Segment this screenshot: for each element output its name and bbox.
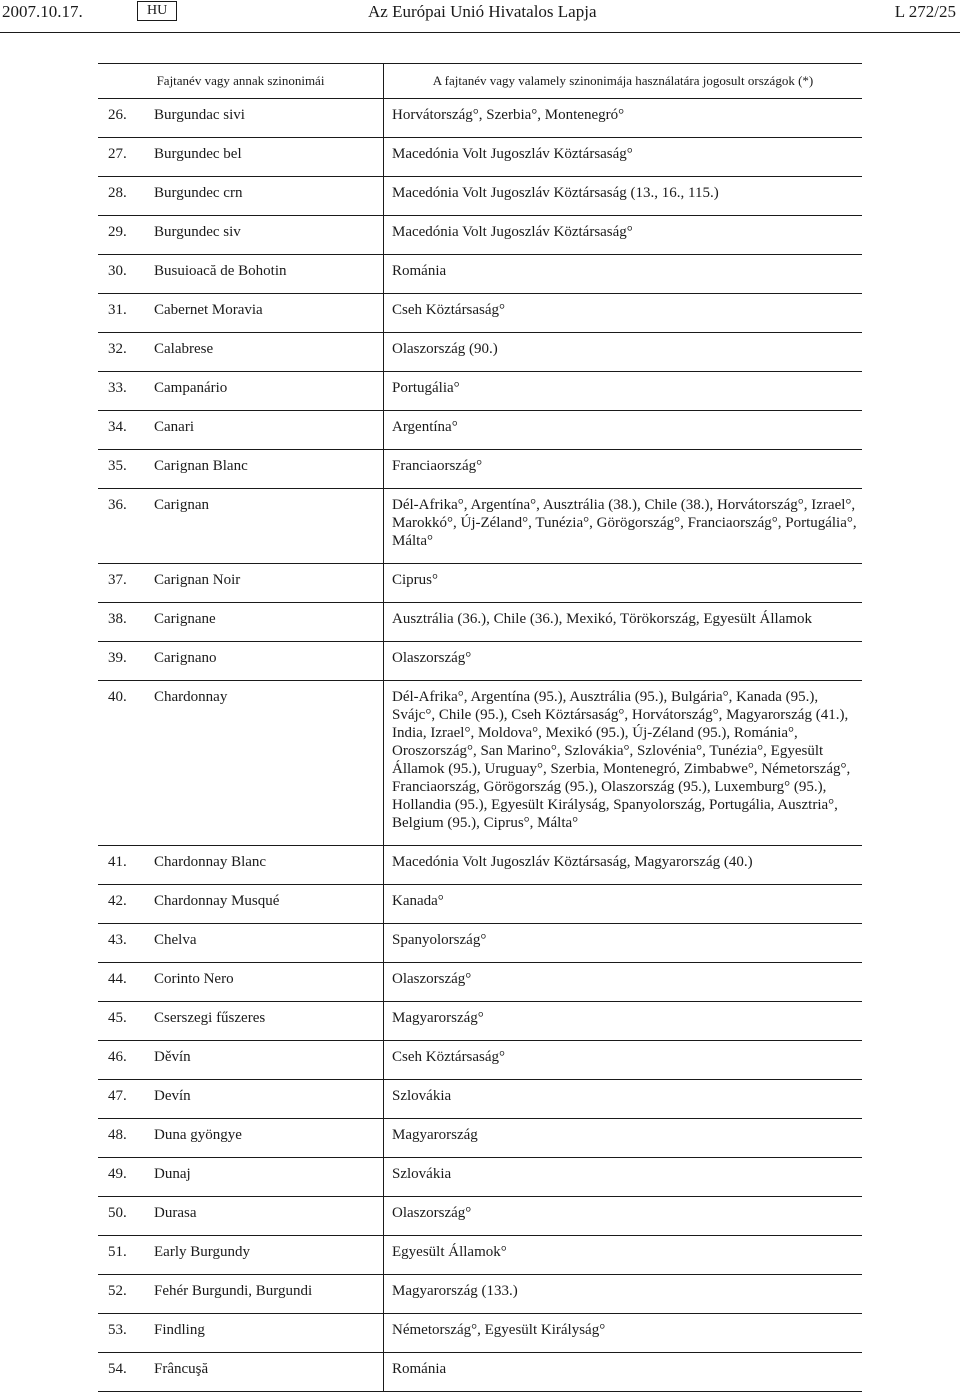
page-header	[0, 0, 960, 32]
table-row	[98, 333, 862, 372]
row-number: 43.	[108, 932, 127, 948]
publication-date: 2007.10.17.	[2, 2, 83, 21]
table-row	[98, 216, 862, 255]
table-row	[98, 450, 862, 489]
row-number: 37.	[108, 572, 127, 588]
variety-name: Burgundec siv	[146, 216, 384, 254]
row-number: 54.	[108, 1361, 127, 1377]
table-row	[98, 1353, 862, 1392]
row-number: 44.	[108, 971, 127, 987]
table-row	[98, 1041, 862, 1080]
authorized-countries: Németország°, Egyesült Királyság°	[392, 1322, 606, 1338]
variety-name: Devín	[146, 1080, 384, 1118]
variety-name: Early Burgundy	[146, 1236, 384, 1274]
authorized-countries: Olaszország°	[392, 971, 472, 987]
variety-name: Cserszegi fűszeres	[146, 1002, 384, 1040]
authorized-countries: Magyarország	[392, 1127, 478, 1143]
row-number: 28.	[108, 185, 127, 201]
variety-name: Dunaj	[146, 1158, 384, 1196]
authorized-countries: Cseh Köztársaság°	[392, 1049, 506, 1065]
variety-name: Chardonnay Musqué	[146, 885, 384, 923]
table-row	[98, 255, 862, 294]
page-number: L 272/25	[894, 2, 956, 21]
variety-name: Calabrese	[146, 333, 384, 371]
col-header-variety: Fajtanév vagy annak szinonimái	[98, 64, 384, 98]
row-number: 42.	[108, 893, 127, 909]
authorized-countries: Ausztrália (36.), Chile (36.), Mexikó, Törökország, Egyesült Államok	[392, 611, 813, 627]
variety-name: Findling	[146, 1314, 384, 1352]
variety-name: Corinto Nero	[146, 963, 384, 1001]
row-number: 46.	[108, 1049, 127, 1065]
table-row	[98, 411, 862, 450]
row-number: 36.	[108, 497, 127, 513]
language-badge: HU	[137, 1, 177, 21]
authorized-countries: Macedónia Volt Jugoszláv Köztársaság°	[392, 146, 633, 162]
col-header-countries: A fajtanév vagy valamely szinonimája használatára jogosult országok (*)	[432, 73, 814, 88]
table-row	[98, 1314, 862, 1353]
row-number: 52.	[108, 1283, 127, 1299]
authorized-countries: Macedónia Volt Jugoszláv Köztársaság°	[392, 224, 633, 240]
row-number: 53.	[108, 1322, 127, 1338]
journal-title: Az Európai Unió Hivatalos Lapja	[368, 2, 597, 21]
row-number: 27.	[108, 146, 127, 162]
row-number: 48.	[108, 1127, 127, 1143]
row-number: 35.	[108, 458, 127, 474]
table-row	[98, 177, 862, 216]
authorized-countries: Macedónia Volt Jugoszláv Köztársaság, Magyarország (40.)	[392, 854, 753, 870]
row-number: 51.	[108, 1244, 127, 1260]
row-number: 32.	[108, 341, 127, 357]
variety-name: Chelva	[146, 924, 384, 962]
authorized-countries: Szlovákia	[392, 1166, 452, 1182]
variety-name: Děvín	[146, 1041, 384, 1079]
authorized-countries: Olaszország°	[392, 1205, 472, 1221]
authorized-countries: Franciaország°	[392, 458, 483, 474]
authorized-countries: Portugália°	[392, 380, 460, 396]
table-row	[98, 294, 862, 333]
row-number: 50.	[108, 1205, 127, 1221]
authorized-countries: Dél-Afrika°, Argentína°, Ausztrália (38.), Chile (38.), Horvátország°, Izrael°, Marokkó°, Új-Zéland°, Tunézia°, Görögország°, Franciaország°, Portugália°, Málta°	[392, 497, 857, 549]
authorized-countries: Románia	[392, 1361, 447, 1377]
authorized-countries: Szlovákia	[392, 1088, 452, 1104]
table-row	[98, 1080, 862, 1119]
row-number: 49.	[108, 1166, 127, 1182]
variety-name: Carignano	[146, 642, 384, 680]
row-number: 31.	[108, 302, 127, 318]
row-number: 40.	[108, 689, 127, 705]
table-row	[98, 99, 862, 138]
row-number: 39.	[108, 650, 127, 666]
authorized-countries: Horvátország°, Szerbia°, Montenegró°	[392, 107, 625, 123]
table-row	[98, 885, 862, 924]
variety-name: Frâncuşă	[146, 1353, 384, 1391]
row-number: 26.	[108, 107, 127, 123]
row-number: 29.	[108, 224, 127, 240]
variety-name: Burgundac sivi	[146, 99, 384, 137]
authorized-countries: Olaszország°	[392, 650, 472, 666]
table-row	[98, 1002, 862, 1041]
table-row	[98, 924, 862, 963]
table-body	[98, 99, 862, 1392]
authorized-countries: Macedónia Volt Jugoszláv Köztársaság (13., 16., 115.)	[392, 185, 719, 201]
table-row	[98, 1275, 862, 1314]
variety-name: Busuioacă de Bohotin	[146, 255, 384, 293]
authorized-countries: Ciprus°	[392, 572, 439, 588]
table-row	[98, 138, 862, 177]
authorized-countries: Cseh Köztársaság°	[392, 302, 506, 318]
table-row	[98, 603, 862, 642]
authorized-countries: Olaszország (90.)	[392, 341, 498, 357]
variety-name: Carignan Noir	[146, 564, 384, 602]
variety-name: Canari	[146, 411, 384, 449]
authorized-countries: Románia	[392, 263, 447, 279]
authorized-countries: Spanyolország°	[392, 932, 487, 948]
authorized-countries: Dél-Afrika°, Argentína (95.), Ausztrália (95.), Bulgária°, Kanada (95.), Svájc°, Chile (95.), Cseh Köztársaság°, Horvátország°, Magyarország (41.), India, Izrael°, Moldova°, Mexikó (95.), Új-Zéland (95.), Románia°, Oroszország°, San Marino°, Szlovákia°, Szlovénia°, Tunézia°, Egyesült Államok (95.), Uruguay°, Szerbia, Montenegró, Zimbabwe°, Németország°, Franciaország, Görögország (95.), Olaszország (95.), Luxemburg° (95.), Hollandia (95.), Egyesült Királyság, Spanyolország, Portugália, Ausztria°, Belgium (95.), Ciprus°, Málta°	[392, 689, 851, 831]
variety-name: Chardonnay Blanc	[146, 846, 384, 884]
table-row	[98, 963, 862, 1002]
variety-name: Burgundec crn	[146, 177, 384, 215]
table-row	[98, 489, 862, 564]
variety-name: Fehér Burgundi, Burgundi	[146, 1275, 384, 1313]
table-row	[98, 846, 862, 885]
row-number: 38.	[108, 611, 127, 627]
row-number: 41.	[108, 854, 127, 870]
table-row	[98, 1236, 862, 1275]
variety-table	[98, 63, 862, 1392]
table-row	[98, 1197, 862, 1236]
table-row	[98, 681, 862, 846]
authorized-countries: Magyarország (133.)	[392, 1283, 518, 1299]
variety-name: Cabernet Moravia	[146, 294, 384, 332]
table-row	[98, 1119, 862, 1158]
variety-name: Duna gyöngye	[146, 1119, 384, 1157]
variety-name: Carignan	[146, 489, 384, 563]
variety-name: Chardonnay	[146, 681, 384, 845]
authorized-countries: Magyarország°	[392, 1010, 484, 1026]
row-number: 34.	[108, 419, 127, 435]
variety-name: Carignane	[146, 603, 384, 641]
table-row	[98, 372, 862, 411]
variety-name: Carignan Blanc	[146, 450, 384, 488]
variety-name: Campanário	[146, 372, 384, 410]
row-number: 47.	[108, 1088, 127, 1104]
header-divider	[0, 32, 960, 33]
table-row	[98, 1158, 862, 1197]
variety-name: Burgundec bel	[146, 138, 384, 176]
authorized-countries: Kanada°	[392, 893, 444, 909]
row-number: 33.	[108, 380, 127, 396]
row-number: 45.	[108, 1010, 127, 1026]
variety-name: Durasa	[146, 1197, 384, 1235]
authorized-countries: Argentína°	[392, 419, 458, 435]
table-row	[98, 642, 862, 681]
table-header	[98, 64, 862, 99]
authorized-countries: Egyesült Államok°	[392, 1244, 507, 1260]
table-row	[98, 564, 862, 603]
row-number: 30.	[108, 263, 127, 279]
